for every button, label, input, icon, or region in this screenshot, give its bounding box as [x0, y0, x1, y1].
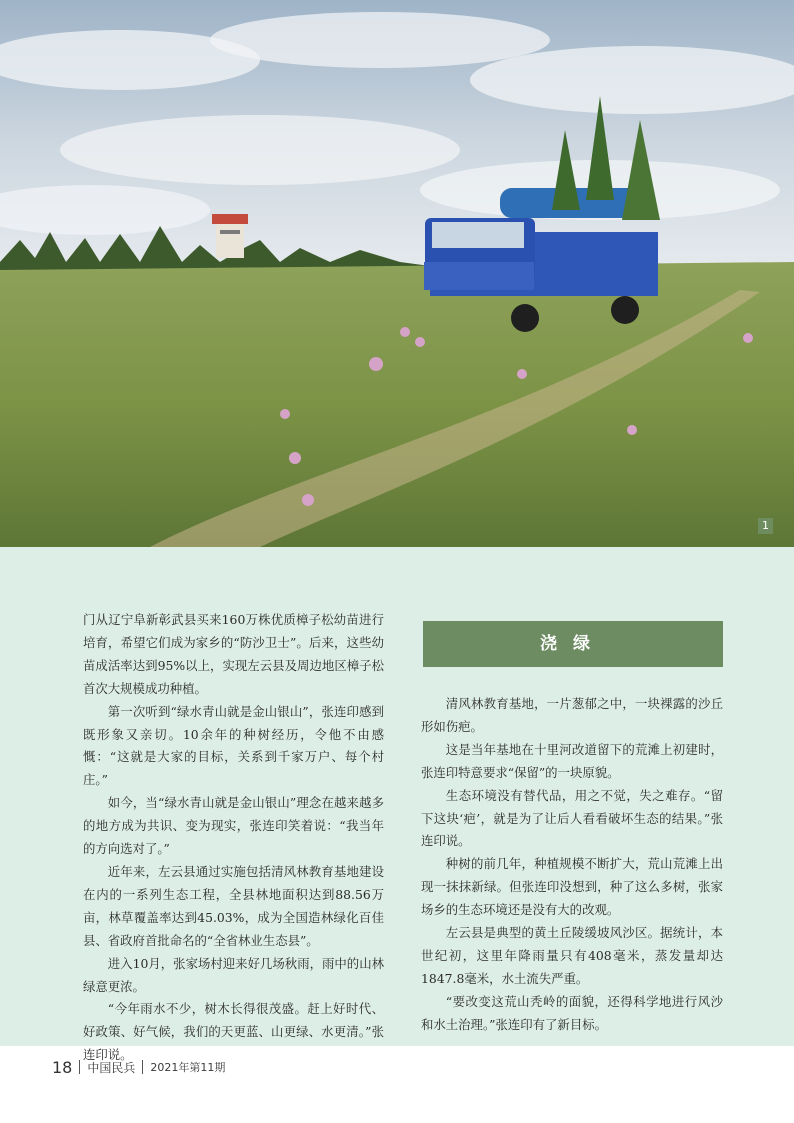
page-footer: [52, 1057, 225, 1077]
right-column: [421, 693, 723, 1037]
cover-photo: [0, 0, 794, 547]
paragraph: “今年雨水不少，树木长得很茂盛。赶上好时代、好政策、好气候，我们的天更蓝、山更绿、水更清。”张连印说。: [83, 1001, 384, 1063]
paragraph: 门从辽宁阜新彰武县买来160万株优质樟子松幼苗进行培育，希望它们成为家乡的“防沙卫士”。后来，这些幼苗成活率达到95%以上，实现左云县及周边地区樟子松首次大规模成功种植。: [83, 612, 384, 696]
section-heading: 浇绿: [423, 621, 723, 667]
issue-label: 2021年第11期: [150, 1061, 226, 1074]
footer-divider: [142, 1060, 143, 1074]
paragraph: 近年来，左云县通过实施包括清风林教育基地建设在内的一系列生态工程，全县林地面积达到88.56万亩，林草覆盖率达到45.03%，成为全国造林绿化百佳县、省政府首批命名的“全省林业生态县”。: [83, 863, 384, 948]
page-number: 18: [52, 1057, 73, 1077]
footer-divider: [79, 1060, 80, 1074]
paragraph: 生态环境没有替代品，用之不觉，失之难存。“留下这块‘疤’，就是为了让后人看看破坏生态的结果。”张连印说。: [421, 787, 723, 849]
left-column: [83, 609, 384, 1067]
photo-number-badge: 1: [758, 518, 773, 534]
paragraph: 如今，当“绿水青山就是金山银山”理念在越来越多的地方成为共识、变为现实，张连印笑着说：“我当年的方向选对了。”: [83, 795, 384, 857]
magazine-name: 中国民兵: [87, 1060, 136, 1075]
paragraph: 第一次听到“绿水青山就是金山银山”，张连印感到既形象又亲切。10余年的种树经历，令他不由感慨：“这就是大家的目标，关系到千家万户、每个村庄。”: [83, 703, 384, 788]
paragraph: 种树的前几年，种植规模不断扩大，荒山荒滩上出现一抹抹新绿。但张连印没想到，种了这么多树，张家场乡的生态环境还是没有大的改观。: [421, 856, 723, 918]
landscape-illustration: [0, 0, 794, 547]
paragraph: 清风林教育基地，一片葱郁之中，一块裸露的沙丘形如伤疤。: [421, 696, 723, 734]
paragraph: “要改变这荒山秃岭的面貌，还得科学地进行风沙和水土治理。”张连印有了新目标。: [421, 993, 723, 1032]
paragraph: 左云县是典型的黄土丘陵缓坡风沙区。据统计，本世纪初，这里年降雨量只有408毫米，蒸发量却达1847.8毫米，水土流失严重。: [421, 925, 723, 986]
paragraph: 这是当年基地在十里河改道留下的荒滩上初建时，张连印特意要求“保留”的一块原貌。: [421, 741, 723, 780]
paragraph: 进入10月，张家场村迎来好几场秋雨，雨中的山林绿意更浓。: [83, 955, 384, 994]
